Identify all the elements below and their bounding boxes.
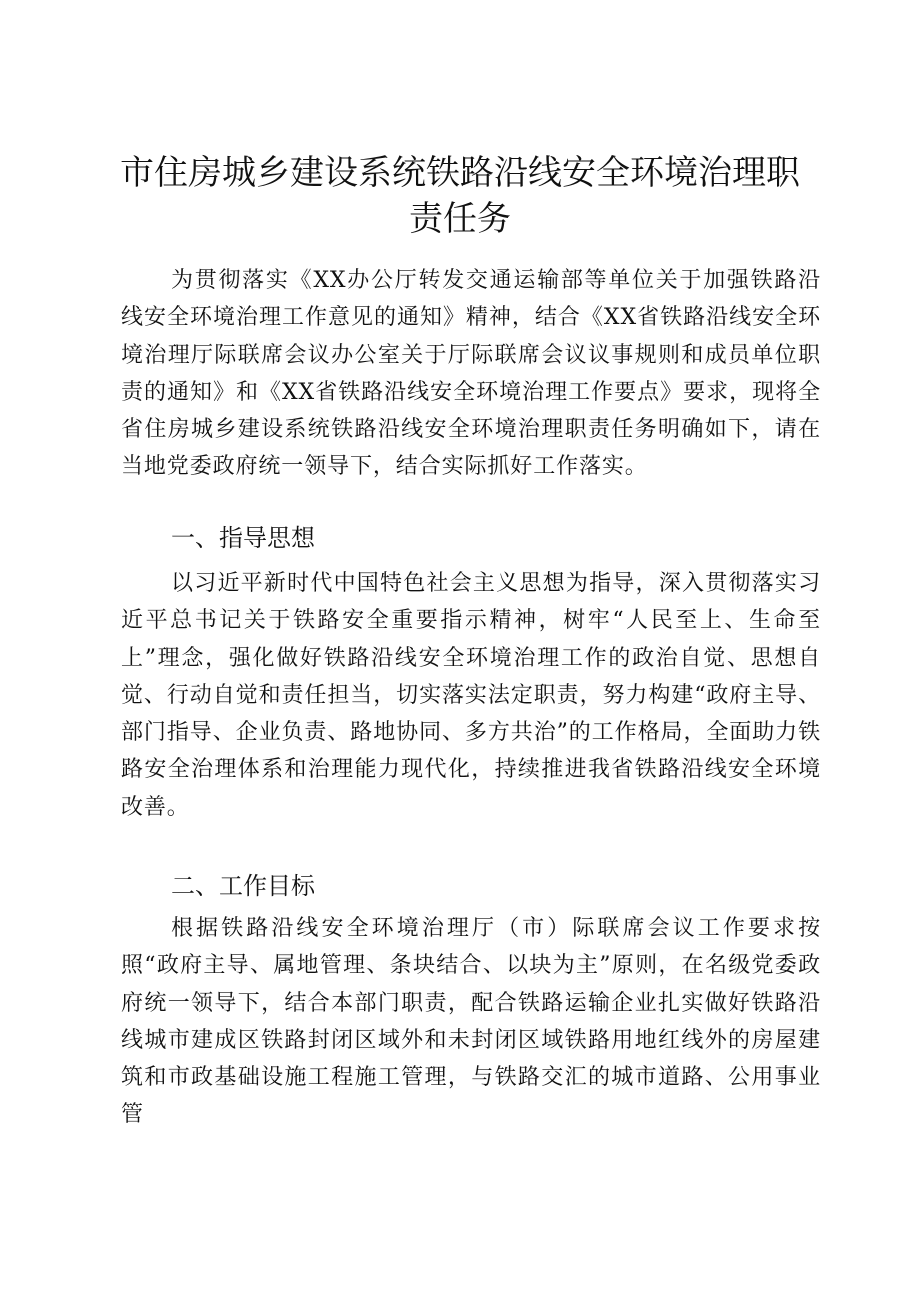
document-title: 市住房城乡建设系统铁路沿线安全环境治理职责任务 <box>120 153 800 239</box>
section-paragraph-guiding-ideology: 以习近平新时代中国特色社会主义思想为指导，深入贯彻落实习近平总书记关于铁路安全重要指示精神，树牢“人民至上、生命至上”理念，强化做好铁路沿线安全环境治理工作的政治自觉、思想自觉、行动自觉和责任担当，切实落实法定职责，努力构建“政府主导、部门指导、企业负责、路地协同、多方共治”的工作格局，全面助力铁路安全治理体系和治理能力现代化，持续推进我省铁路沿线安全环境改善。 <box>121 571 821 820</box>
section-heading-guiding-ideology: 一、指导思想 <box>171 524 315 552</box>
section-heading-work-goals: 二、工作目标 <box>171 872 315 900</box>
section-paragraph-work-goals: 根据铁路沿线安全环境治理厅（市）际联席会议工作要求按照“政府主导、属地管理、条块结合、以块为主”原则，在名级党委政府统一领导下，结合本部门职责，配合铁路运输企业扎实做好铁路沿线城市建成区铁路封闭区域外和未封闭区域铁路用地红线外的房屋建筑和市政基础设施工程施工管理，与铁路交汇的城市道路、公用事业管 <box>121 916 821 1128</box>
intro-paragraph: 为贯彻落实《XX办公厅转发交通运输部等单位关于加强铁路沿线安全环境治理工作意见的通知》精神，结合《XX省铁路沿线安全环境治理厅际联席会议办公室关于厅际联席会议议事规则和成员单位职责的通知》和《XX省铁路沿线安全环境治理工作要点》要求，现将全省住房城乡建设系统铁路沿线安全环境治理职责任务明确如下，请在当地党委政府统一领导下，结合实际抓好工作落实。 <box>121 268 821 480</box>
